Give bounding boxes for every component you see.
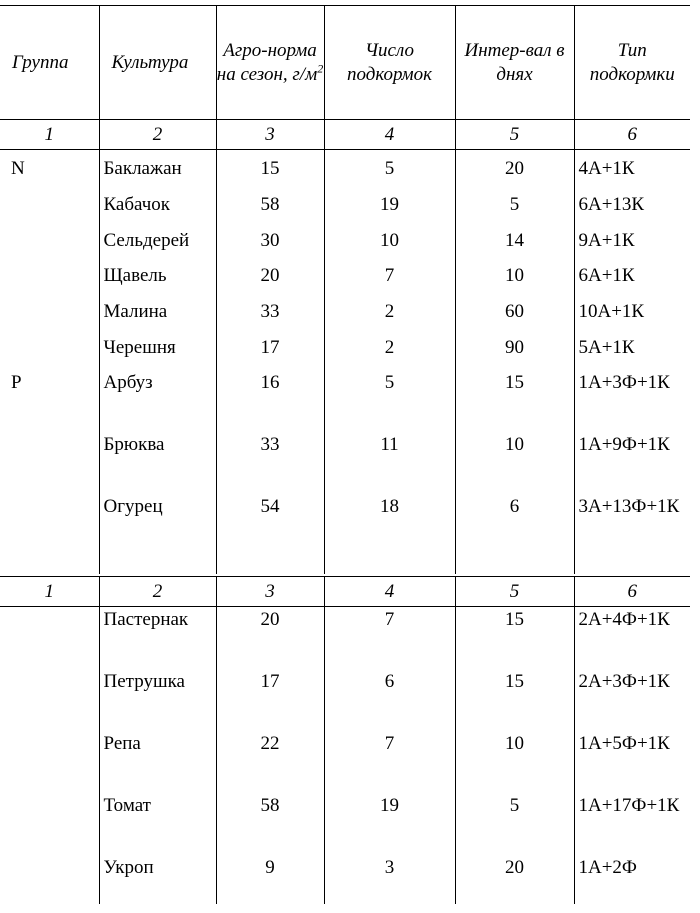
- count-cell: 19: [324, 192, 455, 228]
- crop-cell: Томат: [99, 793, 216, 855]
- group-cell: [0, 669, 99, 731]
- norm-cell: 16: [216, 370, 324, 432]
- type-cell: 2А+3Ф+1К: [574, 669, 690, 731]
- column-number: 2: [99, 577, 216, 607]
- group-cell: [0, 192, 99, 228]
- type-cell: 6А+1К: [574, 263, 690, 299]
- type-cell: 5А+1К: [574, 335, 690, 370]
- norm-cell: 30: [216, 228, 324, 263]
- count-cell: 5: [324, 150, 455, 192]
- table-row: [0, 370, 690, 432]
- interval-cell: 60: [455, 299, 574, 335]
- group-cell: [0, 494, 99, 556]
- norm-cell: 22: [216, 731, 324, 793]
- count-cell: 11: [324, 432, 455, 494]
- column-number: 2: [99, 120, 216, 150]
- table-row: [0, 432, 690, 494]
- interval-cell: 20: [455, 150, 574, 192]
- table-row: [0, 150, 690, 192]
- crop-cell: Огурец: [99, 494, 216, 556]
- count-cell: 5: [324, 370, 455, 432]
- interval-cell: 14: [455, 228, 574, 263]
- crop-cell: Малина: [99, 299, 216, 335]
- interval-cell: 6: [455, 494, 574, 556]
- column-number-row: [0, 120, 690, 150]
- table-spacer-row: [0, 556, 690, 574]
- interval-cell: 5: [455, 793, 574, 855]
- fertilizer-table-part2: [0, 576, 690, 904]
- fertilizer-table-part1: [0, 5, 690, 574]
- header-crop: Культура: [99, 6, 216, 120]
- count-cell: 18: [324, 494, 455, 556]
- norm-cell: 15: [216, 150, 324, 192]
- interval-cell: 10: [455, 432, 574, 494]
- crop-cell: Сельдерей: [99, 228, 216, 263]
- group-cell: [0, 299, 99, 335]
- table-row: [0, 669, 690, 731]
- header-row: [0, 6, 690, 120]
- crop-cell: Брюква: [99, 432, 216, 494]
- group-cell: N: [11, 158, 25, 179]
- interval-cell: 15: [455, 370, 574, 432]
- count-cell: 2: [324, 335, 455, 370]
- group-cell: [0, 793, 99, 855]
- crop-cell: Укроп: [99, 855, 216, 890]
- interval-cell: 90: [455, 335, 574, 370]
- table-row: [0, 299, 690, 335]
- table-body-part1: [0, 150, 690, 574]
- type-cell: 1А+9Ф+1К: [574, 432, 690, 494]
- header-norm-sup: 2: [317, 61, 324, 76]
- norm-cell: 20: [216, 263, 324, 299]
- count-cell: 19: [324, 793, 455, 855]
- type-cell: 1А+2Ф: [574, 855, 690, 890]
- table-body-part2: [0, 607, 690, 904]
- norm-cell: 17: [216, 669, 324, 731]
- header-norm: [216, 6, 324, 120]
- interval-cell: 15: [455, 669, 574, 731]
- column-number: 4: [324, 120, 455, 150]
- crop-cell: Баклажан: [99, 150, 216, 192]
- group-cell: [0, 335, 99, 370]
- crop-cell: Черешня: [99, 335, 216, 370]
- interval-cell: 10: [455, 731, 574, 793]
- column-number: 5: [455, 577, 574, 607]
- count-cell: 7: [324, 731, 455, 793]
- column-number-row: [0, 577, 690, 607]
- type-cell: 1А+5Ф+1К: [574, 731, 690, 793]
- table-row: [0, 263, 690, 299]
- column-number: 1: [0, 120, 99, 150]
- group-cell: [0, 228, 99, 263]
- column-number: 3: [216, 120, 324, 150]
- column-number: 4: [324, 577, 455, 607]
- column-number: 5: [455, 120, 574, 150]
- table-row: [0, 793, 690, 855]
- crop-cell: Петрушка: [99, 669, 216, 731]
- table-row: [0, 607, 690, 669]
- count-cell: 7: [324, 263, 455, 299]
- group-cell: [0, 432, 99, 494]
- group-cell: [0, 855, 99, 890]
- column-number: 6: [574, 577, 690, 607]
- type-cell: 9А+1К: [574, 228, 690, 263]
- header-group: Группа: [12, 51, 69, 73]
- table-row: [0, 192, 690, 228]
- type-cell: 10А+1К: [574, 299, 690, 335]
- crop-cell: Кабачок: [99, 192, 216, 228]
- count-cell: 3: [324, 855, 455, 890]
- header-count: Число подкормок: [324, 6, 455, 120]
- interval-cell: 15: [455, 607, 574, 669]
- crop-cell: Репа: [99, 731, 216, 793]
- type-cell: 1А+3Ф+1К: [574, 370, 690, 432]
- type-cell: 6А+13К: [574, 192, 690, 228]
- norm-cell: 58: [216, 793, 324, 855]
- norm-cell: 54: [216, 494, 324, 556]
- interval-cell: 20: [455, 855, 574, 890]
- count-cell: 7: [324, 607, 455, 669]
- norm-cell: 33: [216, 432, 324, 494]
- interval-cell: 10: [455, 263, 574, 299]
- table-spacer-row: [0, 890, 690, 904]
- norm-cell: 20: [216, 607, 324, 669]
- norm-cell: 33: [216, 299, 324, 335]
- group-cell: [0, 607, 99, 669]
- count-cell: 2: [324, 299, 455, 335]
- group-cell: Р: [11, 371, 22, 393]
- column-number: 6: [574, 120, 690, 150]
- table-row: [0, 228, 690, 263]
- crop-cell: Арбуз: [99, 370, 216, 432]
- table-row: [0, 335, 690, 370]
- group-cell: [0, 731, 99, 793]
- group-cell: [0, 263, 99, 299]
- column-number: 3: [216, 577, 324, 607]
- norm-cell: 9: [216, 855, 324, 890]
- type-cell: 1А+17Ф+1К: [574, 793, 690, 855]
- type-cell: 3А+13Ф+1К: [574, 494, 690, 556]
- table-row: [0, 731, 690, 793]
- crop-cell: Пастернак: [99, 607, 216, 669]
- table-row: [0, 494, 690, 556]
- header-norm-text: Агро-норма на сезон, г/м: [216, 39, 318, 85]
- header-type: Тип подкормки: [574, 6, 690, 120]
- type-cell: 4А+1К: [574, 150, 690, 192]
- column-number: 1: [0, 577, 99, 607]
- table-row: [0, 855, 690, 890]
- norm-cell: 58: [216, 192, 324, 228]
- crop-cell: Щавель: [99, 263, 216, 299]
- norm-cell: 17: [216, 335, 324, 370]
- type-cell: 2А+4Ф+1К: [574, 607, 690, 669]
- count-cell: 10: [324, 228, 455, 263]
- count-cell: 6: [324, 669, 455, 731]
- header-interval: Интер-вал в днях: [455, 6, 574, 120]
- interval-cell: 5: [455, 192, 574, 228]
